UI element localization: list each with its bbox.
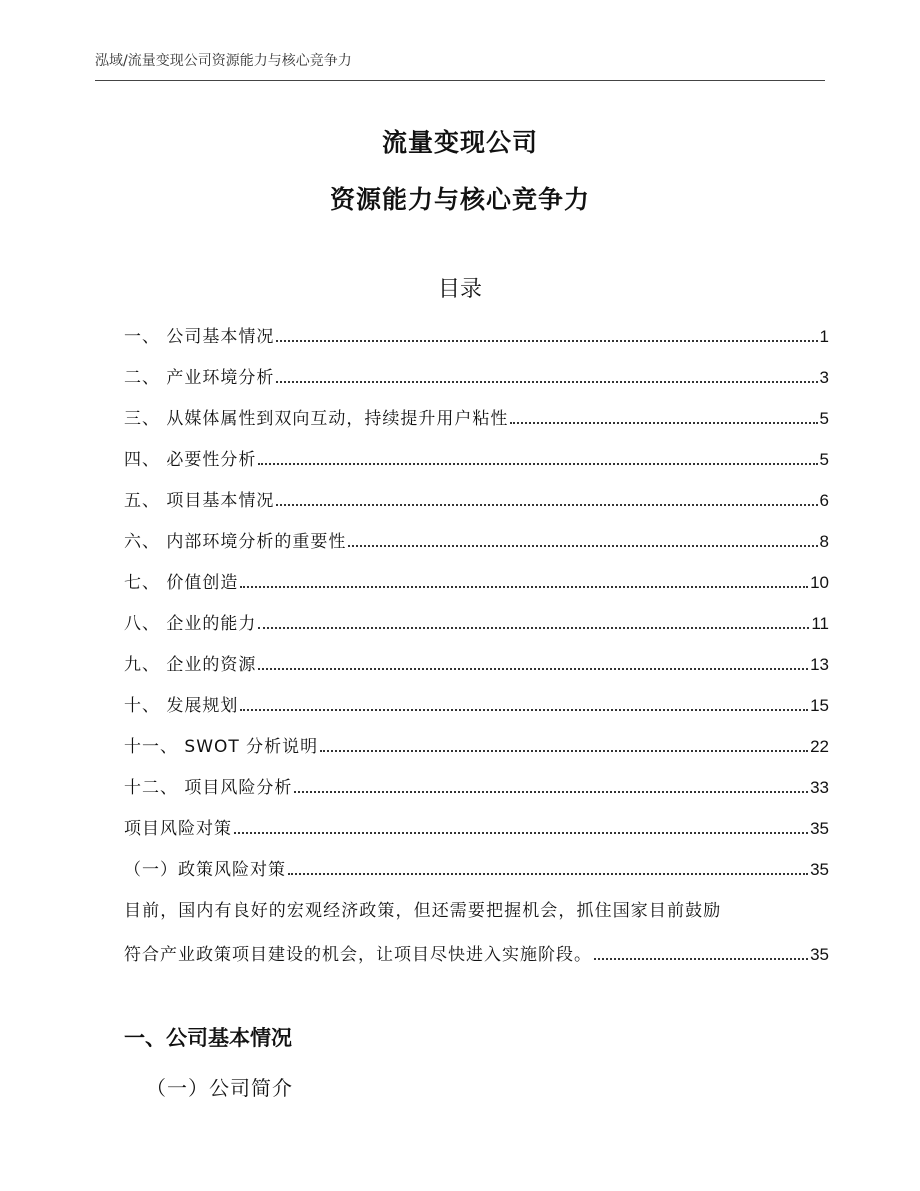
toc-entry-page: 13 xyxy=(810,655,829,674)
toc-leader xyxy=(258,627,809,629)
toc-entry-page: 35 xyxy=(810,945,829,964)
toc-entry-label: 五、 项目基本情况 xyxy=(124,491,275,511)
toc-entry-1[interactable] xyxy=(124,320,829,361)
toc-entry-page: 6 xyxy=(819,491,829,510)
toc-entry-page: 3 xyxy=(819,368,829,387)
toc-entry-page: 35 xyxy=(810,819,829,838)
toc-entry-10[interactable] xyxy=(124,689,829,730)
toc-entry-label: 十二、 项目风险分析 xyxy=(124,778,293,798)
toc-entry-5[interactable] xyxy=(124,484,829,525)
toc-entry-page: 5 xyxy=(819,409,829,428)
document-title-line1: 流量变现公司 xyxy=(381,128,538,157)
table-of-contents xyxy=(124,320,829,979)
toc-leader xyxy=(276,340,817,342)
toc-entry-page: 8 xyxy=(819,532,829,551)
toc-entry-3[interactable] xyxy=(124,402,829,443)
toc-entry-page: 10 xyxy=(810,573,829,592)
toc-leader xyxy=(276,504,817,506)
toc-entry-8[interactable] xyxy=(124,607,829,648)
toc-leader xyxy=(294,791,808,793)
toc-leader xyxy=(240,586,808,588)
toc-leader xyxy=(348,545,817,547)
toc-entry-label: 四、 必要性分析 xyxy=(124,450,257,470)
toc-leader xyxy=(258,668,808,670)
toc-leader xyxy=(234,832,808,834)
toc-entry-12[interactable] xyxy=(124,771,829,812)
running-header: 泓域/流量变现公司资源能力与核心竞争力 xyxy=(95,50,825,81)
toc-leader xyxy=(288,873,808,875)
section-heading: 一、公司基本情况 xyxy=(124,1026,292,1050)
toc-entry-15-line2[interactable] xyxy=(124,938,829,979)
toc-entry-11[interactable] xyxy=(124,730,829,771)
toc-entry-page: 1 xyxy=(819,327,829,346)
toc-entry-page: 15 xyxy=(810,696,829,715)
toc-entry-label: 九、 企业的资源 xyxy=(124,655,257,675)
toc-entry-14[interactable] xyxy=(124,853,829,894)
toc-leader xyxy=(276,381,817,383)
toc-entry-page: 5 xyxy=(819,450,829,469)
toc-leader xyxy=(240,709,808,711)
toc-entry-label: 七、 价值创造 xyxy=(124,573,239,593)
toc-entry-13[interactable] xyxy=(124,812,829,853)
toc-entry-4[interactable] xyxy=(124,443,829,484)
document-title-line2: 资源能力与核心竞争力 xyxy=(329,185,590,214)
toc-entry-label: （一）政策风险对策 xyxy=(124,860,286,880)
toc-entry-label: 三、 从媒体属性到双向互动，持续提升用户粘性 xyxy=(124,409,509,429)
section-subheading: （一）公司简介 xyxy=(146,1076,293,1100)
toc-entry-label: 八、 企业的能力 xyxy=(124,614,257,634)
toc-entry-page: 33 xyxy=(810,778,829,797)
toc-entry-label: 十一、 SWOT 分析说明 xyxy=(124,737,319,757)
toc-leader xyxy=(510,422,817,424)
toc-entry-label: 项目风险对策 xyxy=(124,819,232,839)
toc-leader xyxy=(320,750,808,752)
toc-heading: 目录 xyxy=(437,277,482,302)
toc-entry-page: 22 xyxy=(810,737,829,756)
toc-entry-label: 六、 内部环境分析的重要性 xyxy=(124,532,347,552)
toc-entry-9[interactable] xyxy=(124,648,829,689)
toc-entry-label: 十、 发展规划 xyxy=(124,696,239,716)
toc-entry-label: 一、 公司基本情况 xyxy=(124,327,275,347)
toc-entry-page: 35 xyxy=(810,860,829,879)
toc-entry-6[interactable] xyxy=(124,525,829,566)
toc-entry-2[interactable] xyxy=(124,361,829,402)
toc-entry-page: 11 xyxy=(811,614,829,633)
toc-leader xyxy=(258,463,817,465)
toc-entry-label: 符合产业政策项目建设的机会，让项目尽快进入实施阶段。 xyxy=(124,945,592,965)
toc-entry-15-line1[interactable]: 目前，国内有良好的宏观经济政策，但还需要把握机会，抓住国家目前鼓励 xyxy=(124,901,722,921)
toc-leader xyxy=(594,958,808,960)
toc-entry-label: 二、 产业环境分析 xyxy=(124,368,275,388)
toc-entry-7[interactable] xyxy=(124,566,829,607)
